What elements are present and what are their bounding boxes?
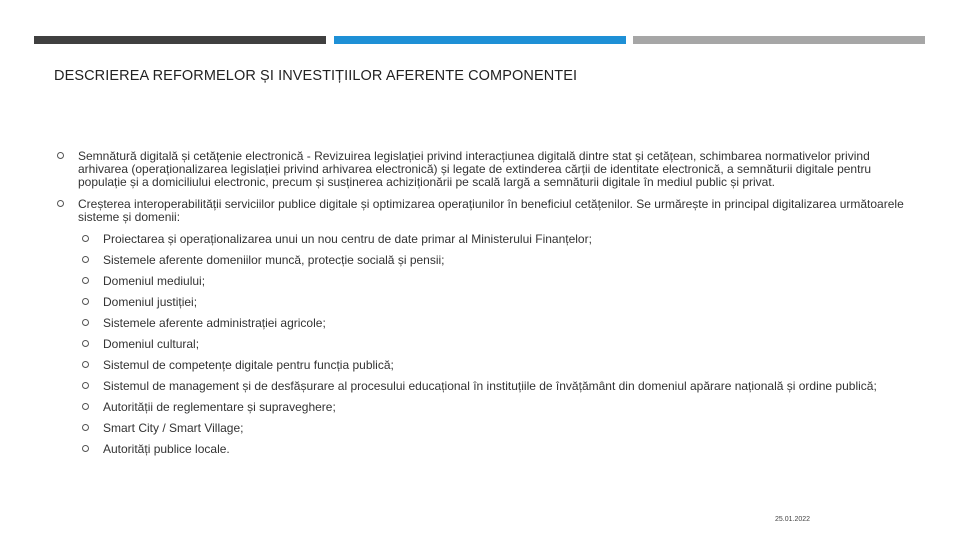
subbullet-text: Sistemele aferente administrației agricole; <box>103 316 326 330</box>
subbullet-item <box>56 338 906 351</box>
subbullet-text: Smart City / Smart Village; <box>103 421 244 435</box>
subbullet-text: Domeniul justiției; <box>103 295 198 309</box>
subbullet-item <box>56 275 906 288</box>
circle-bullet-icon <box>82 382 89 389</box>
circle-bullet-icon <box>82 235 89 242</box>
bullet-text: Creșterea interoperabilității serviciilor publice digitale și optimizarea operațiunilor în beneficiul cetățenilor. Se urmărește in principal digitalizarea următoarele sisteme și domenii: <box>78 197 904 224</box>
slide-title: DESCRIEREA REFORMELOR ȘI INVESTIȚIILOR AFERENTE COMPONENTEI <box>54 68 578 84</box>
bullet-item <box>56 150 906 189</box>
circle-bullet-icon <box>82 340 89 347</box>
subbullet-text: Sistemul de management și de desfășurare al procesului educațional în instituțiile de învățământ din domeniul apărare națională și ordine publică; <box>103 379 877 393</box>
circle-bullet-icon <box>82 424 89 431</box>
circle-bullet-icon <box>82 403 89 410</box>
circle-bullet-icon <box>57 152 64 159</box>
subbullet-text: Autorității de reglementare și supraveghere; <box>103 400 336 414</box>
circle-bullet-icon <box>82 319 89 326</box>
bullet-item <box>56 198 906 224</box>
subbullet-item <box>56 233 906 246</box>
subbullet-text: Proiectarea și operaționalizarea unui un nou centru de date primar al Ministerului Finanțelor; <box>103 232 592 246</box>
subbullet-text: Sistemul de competențe digitale pentru funcția publică; <box>103 358 394 372</box>
subbullet-item <box>56 422 906 435</box>
circle-bullet-icon <box>57 200 64 207</box>
top-accent-bar-gray <box>633 36 925 44</box>
subbullet-text: Domeniul cultural; <box>103 337 200 351</box>
footer-date: 25.01.2022 <box>775 516 811 523</box>
circle-bullet-icon <box>82 361 89 368</box>
subbullet-item <box>56 401 906 414</box>
subbullet-item <box>56 443 906 456</box>
top-accent-bar-dark <box>34 36 326 44</box>
subbullet-item <box>56 380 906 393</box>
subbullet-item <box>56 254 906 267</box>
circle-bullet-icon <box>82 445 89 452</box>
subbullet-item <box>56 317 906 330</box>
subbullet-text: Sistemele aferente domeniilor muncă, protecție socială și pensii; <box>103 253 445 267</box>
circle-bullet-icon <box>82 277 89 284</box>
subbullet-item <box>56 296 906 309</box>
slide-content <box>56 150 906 464</box>
subbullet-item <box>56 359 906 372</box>
subbullet-text: Domeniul mediului; <box>103 274 206 288</box>
circle-bullet-icon <box>82 256 89 263</box>
circle-bullet-icon <box>82 298 89 305</box>
subbullet-text: Autorități publice locale. <box>103 442 230 456</box>
top-accent-bar-blue <box>334 36 626 44</box>
bullet-text: Semnătură digitală și cetățenie electronică - Revizuirea legislației privind interacțiunea digitală dintre stat și cetățean, schimbarea normativelor privind arhivarea (operaționalizarea legislației privind arhivarea electronică) și legate de extinderea cărții de identitate electronică, a semnăturii digitale pentru populație și a domiciliului electronic, precum și susținerea achiziționării pe scală largă a semnăturii digitale în mediul public și privat. <box>78 149 872 189</box>
